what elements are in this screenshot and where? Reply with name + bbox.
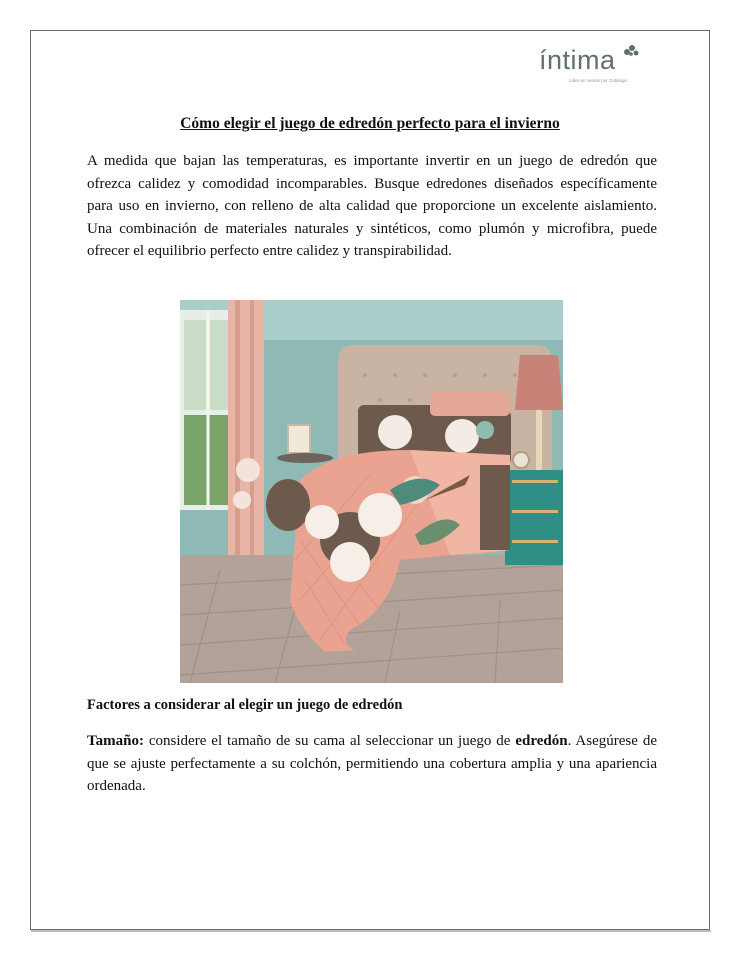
article-title: Cómo elegir el juego de edredón perfecto para el invierno (180, 115, 560, 132)
bedroom-photo (180, 300, 563, 683)
brand-logo (539, 41, 659, 87)
document-page (30, 30, 710, 930)
size-bold-word: edredón (515, 733, 568, 749)
size-text-1: considere el tamaño de su cama al seleccionar un juego de (143, 733, 516, 749)
logo-tagline: Líder en ventas por Catálogo (569, 78, 628, 83)
logo-flower-icon (621, 43, 641, 57)
logo-wordmark: íntima (539, 45, 616, 75)
section-heading: Factores a considerar al elegir un juego de edredón (87, 697, 403, 713)
intro-paragraph: A medida que bajan las temperaturas, es importante invertir en un juego de edredón que ofrezca calidez y comodidad incomparables. Busque edredones diseñados específicamente para uso en invierno, con relleno de alta calidad que proporcione un excelente aislamiento. Una combinación de materiales naturales y sintéticos, como plumón y microfibra, puede ofrecer el equilibrio perfecto entre calidez y transpirabilidad. (87, 153, 657, 259)
size-text-2: . Asegúrese de que se ajuste perfectamente a su colchón, permitiendo una cobertura amplia y una apariencia ordenada. (87, 733, 657, 794)
size-label: Tamaño: (87, 733, 144, 749)
size-paragraph (87, 730, 657, 798)
